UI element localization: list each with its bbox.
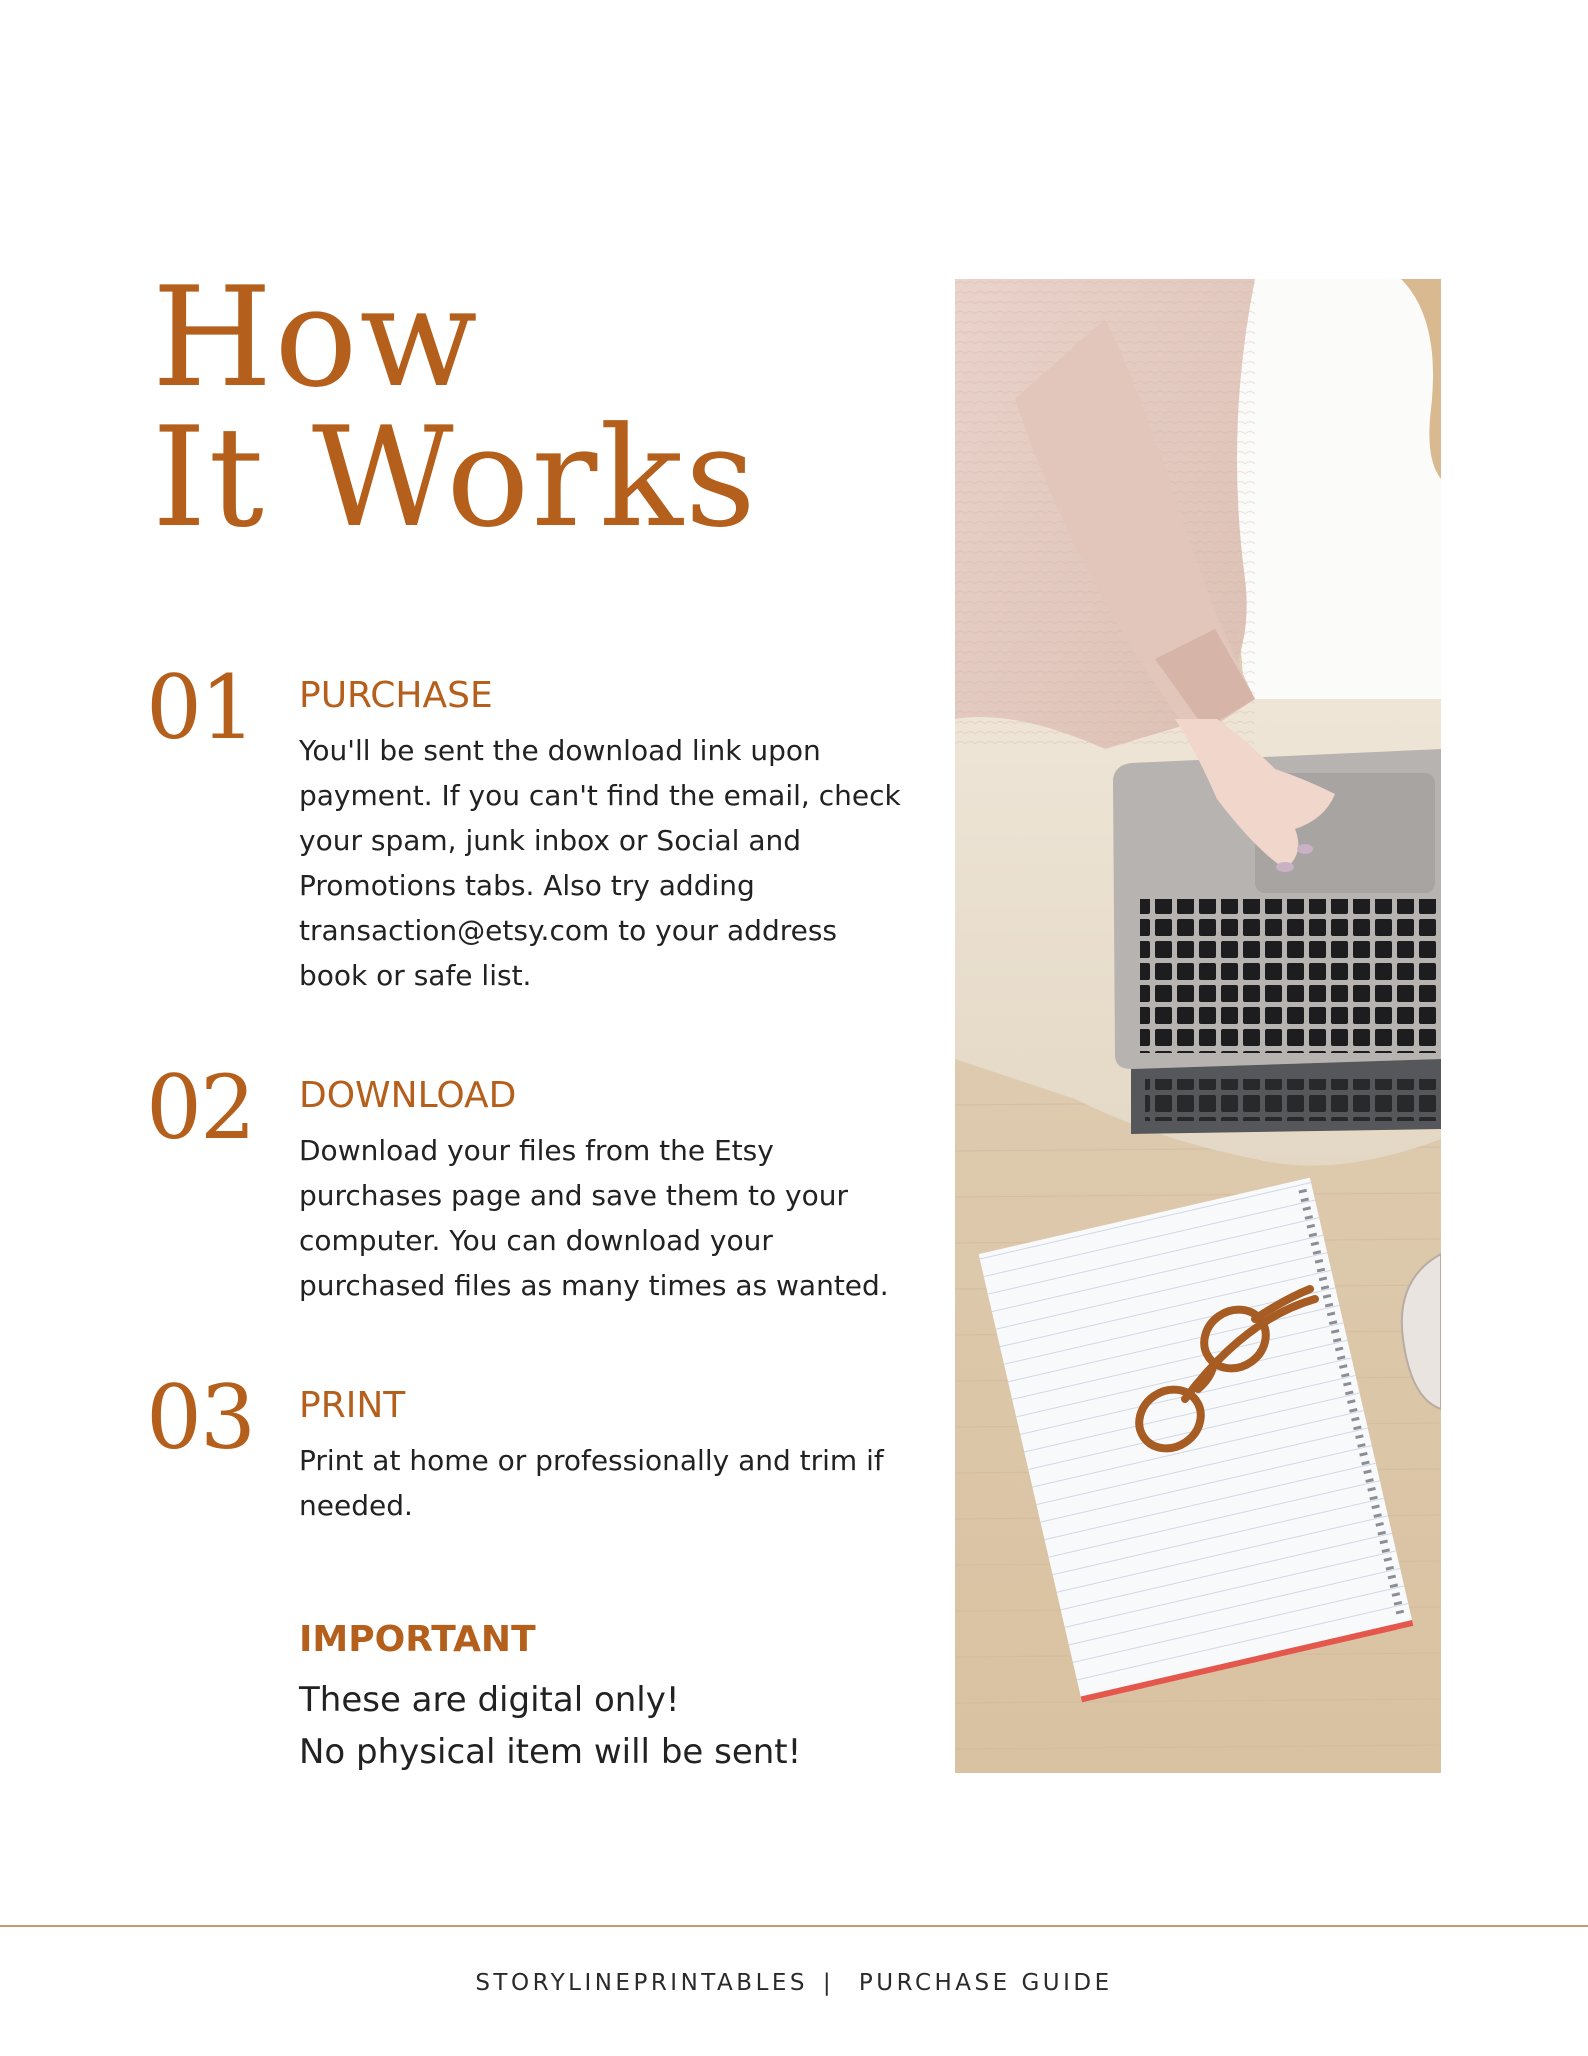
step-title: PRINT bbox=[299, 1385, 406, 1426]
important-line-2: No physical item will be sent! bbox=[299, 1732, 802, 1772]
step-text: You'll be sent the download link upon payment. If you can't find the email, check your spam, junk inbox or Social and Promotions tabs. Also try adding transaction@etsy.com to your address book or safe list. bbox=[299, 734, 901, 992]
footer bbox=[0, 1970, 1588, 1996]
laptop-notebook-photo bbox=[955, 279, 1441, 1773]
important-notice bbox=[299, 1618, 919, 1778]
title-line-1: How bbox=[152, 257, 480, 418]
step-text: Print at home or professionally and trim if needed. bbox=[299, 1444, 884, 1522]
step-body bbox=[299, 1384, 909, 1528]
important-line-1: These are digital only! bbox=[299, 1680, 680, 1720]
footer-brand: STORYLINEPRINTABLES bbox=[475, 1970, 809, 1996]
step-title: DOWNLOAD bbox=[299, 1075, 517, 1116]
title-line-2: It Works bbox=[152, 397, 758, 558]
step-number: 02 bbox=[146, 1056, 254, 1159]
step-body bbox=[299, 1074, 909, 1308]
step-number: 01 bbox=[146, 656, 254, 759]
footer-divider bbox=[0, 1925, 1588, 1927]
page-title bbox=[152, 257, 758, 558]
step-text: Download your files from the Etsy purchases page and save them to your computer. You can download your purchased files as many times as wanted. bbox=[299, 1134, 889, 1302]
step-number: 03 bbox=[146, 1366, 254, 1469]
important-title: IMPORTANT bbox=[299, 1619, 536, 1660]
step-body bbox=[299, 674, 909, 998]
footer-section: PURCHASE GUIDE bbox=[858, 1970, 1113, 1996]
footer-separator: | bbox=[822, 1970, 835, 1996]
step-title: PURCHASE bbox=[299, 675, 493, 716]
